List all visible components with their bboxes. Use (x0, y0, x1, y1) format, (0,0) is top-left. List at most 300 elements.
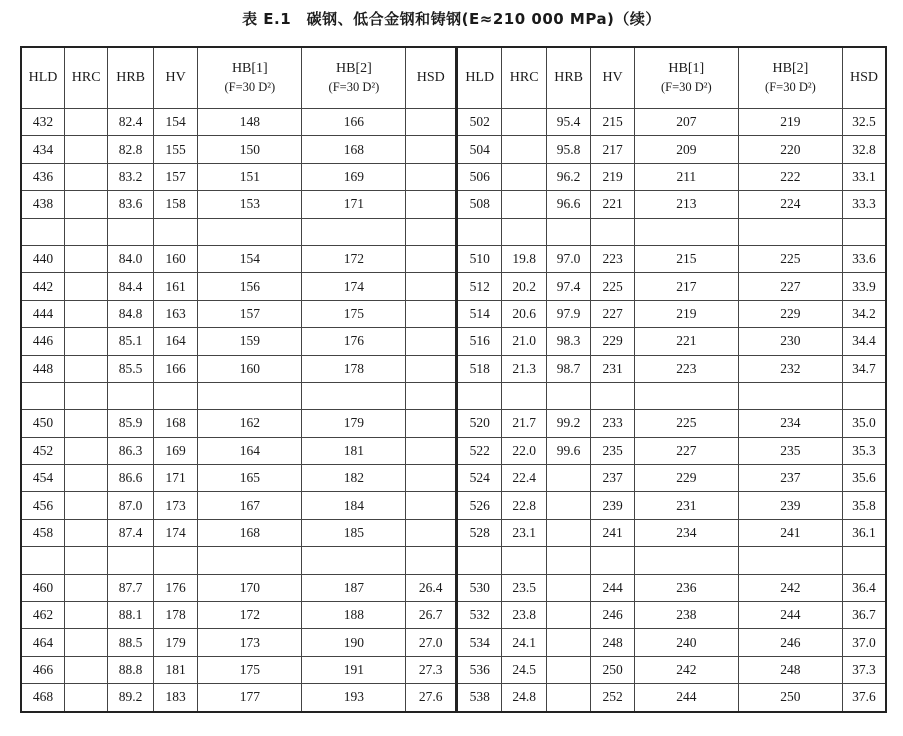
cell-hsd-left (406, 191, 457, 218)
cell-hsd-left: 26.7 (406, 602, 457, 629)
cell-hrc-right: 21.3 (502, 355, 546, 382)
cell-hb2-left: 171 (302, 191, 406, 218)
cell-hsd-right: 36.1 (842, 519, 886, 546)
cell-hsd-left (406, 355, 457, 382)
cell-hb1-left: 165 (198, 465, 302, 492)
cell-hld-right: 512 (456, 273, 501, 300)
cell-hv-left: 183 (153, 684, 197, 712)
cell-hv-left: 163 (153, 300, 197, 327)
cell-hrc-right: 22.0 (502, 437, 546, 464)
cell-hb1-left: 160 (198, 355, 302, 382)
empty-cell (21, 547, 64, 574)
table-row (21, 273, 886, 300)
cell-hrb-left: 84.8 (108, 300, 153, 327)
empty-cell (108, 382, 153, 409)
cell-hb2-left: 185 (302, 519, 406, 546)
empty-cell (64, 547, 107, 574)
cell-hv-right: 221 (591, 191, 634, 218)
table-row (21, 245, 886, 272)
cell-hrb-right: 97.0 (546, 245, 590, 272)
table-row (21, 629, 886, 656)
cell-hv-right: 246 (591, 602, 634, 629)
cell-hv-left: 155 (153, 136, 197, 163)
cell-hld-left: 434 (21, 136, 64, 163)
empty-cell (738, 547, 842, 574)
cell-hld-right: 516 (456, 328, 501, 355)
cell-hv-left: 168 (153, 410, 197, 437)
empty-cell (456, 547, 501, 574)
cell-hrc-right: 24.1 (502, 629, 546, 656)
cell-hb2-left: 179 (302, 410, 406, 437)
header-hb2-left (302, 47, 406, 109)
cell-hb2-left: 166 (302, 109, 406, 136)
cell-hb2-left: 178 (302, 355, 406, 382)
cell-hb1-left: 167 (198, 492, 302, 519)
cell-hrc-left (64, 136, 107, 163)
cell-hb2-right: 235 (738, 437, 842, 464)
cell-hrc-right: 20.2 (502, 273, 546, 300)
table-row (21, 300, 886, 327)
cell-hb2-right: 232 (738, 355, 842, 382)
cell-hrb-right: 95.8 (546, 136, 590, 163)
cell-hv-right: 244 (591, 574, 634, 601)
cell-hb2-right: 248 (738, 656, 842, 683)
cell-hb2-left: 182 (302, 465, 406, 492)
cell-hsd-right: 32.5 (842, 109, 886, 136)
cell-hld-left: 452 (21, 437, 64, 464)
cell-hv-right: 225 (591, 273, 634, 300)
cell-hrb-right (546, 684, 590, 712)
cell-hrb-left: 88.5 (108, 629, 153, 656)
empty-cell (842, 547, 886, 574)
cell-hv-left: 161 (153, 273, 197, 300)
cell-hrb-left: 87.0 (108, 492, 153, 519)
cell-hsd-left (406, 273, 457, 300)
cell-hb1-left: 168 (198, 519, 302, 546)
cell-hld-right: 510 (456, 245, 501, 272)
cell-hld-right: 502 (456, 109, 501, 136)
cell-hv-left: 179 (153, 629, 197, 656)
cell-hb2-right: 219 (738, 109, 842, 136)
cell-hb1-right: 227 (634, 437, 738, 464)
cell-hrc-left (64, 109, 107, 136)
cell-hb1-right: 240 (634, 629, 738, 656)
cell-hrc-right (502, 163, 546, 190)
empty-cell (302, 382, 406, 409)
cell-hb2-right: 234 (738, 410, 842, 437)
empty-cell (21, 382, 64, 409)
cell-hb1-right: 221 (634, 328, 738, 355)
cell-hb2-right: 237 (738, 465, 842, 492)
empty-cell (502, 547, 546, 574)
spacer-row (21, 382, 886, 409)
cell-hb2-left: 181 (302, 437, 406, 464)
cell-hsd-left (406, 300, 457, 327)
cell-hrc-right: 24.5 (502, 656, 546, 683)
cell-hb2-left: 174 (302, 273, 406, 300)
cell-hrb-right (546, 574, 590, 601)
cell-hld-right: 528 (456, 519, 501, 546)
table-row (21, 656, 886, 683)
cell-hb2-right: 239 (738, 492, 842, 519)
cell-hld-left: 456 (21, 492, 64, 519)
header-hb1-label: HB[1] (668, 61, 705, 77)
cell-hb1-right: 207 (634, 109, 738, 136)
cell-hb2-right: 222 (738, 163, 842, 190)
cell-hb2-right: 227 (738, 273, 842, 300)
cell-hrc-right (502, 109, 546, 136)
cell-hb1-left: 157 (198, 300, 302, 327)
cell-hld-left: 462 (21, 602, 64, 629)
cell-hb2-right: 242 (738, 574, 842, 601)
header-hb2-label: HB[2] (772, 61, 809, 77)
cell-hsd-left (406, 163, 457, 190)
cell-hsd-left (406, 410, 457, 437)
cell-hb1-left: 173 (198, 629, 302, 656)
cell-hv-left: 164 (153, 328, 197, 355)
cell-hrc-left (64, 629, 107, 656)
cell-hld-left: 458 (21, 519, 64, 546)
header-hv-left: HV (153, 47, 197, 109)
empty-cell (591, 547, 634, 574)
cell-hrc-left (64, 163, 107, 190)
cell-hsd-right: 35.6 (842, 465, 886, 492)
cell-hld-left: 460 (21, 574, 64, 601)
cell-hb1-left: 150 (198, 136, 302, 163)
cell-hv-right: 217 (591, 136, 634, 163)
cell-hrb-left: 88.1 (108, 602, 153, 629)
cell-hrc-left (64, 656, 107, 683)
cell-hld-right: 534 (456, 629, 501, 656)
cell-hrb-left: 84.4 (108, 273, 153, 300)
cell-hv-left: 169 (153, 437, 197, 464)
cell-hrc-left (64, 684, 107, 712)
cell-hrc-left (64, 191, 107, 218)
cell-hv-left: 176 (153, 574, 197, 601)
cell-hsd-left (406, 465, 457, 492)
cell-hb2-left: 190 (302, 629, 406, 656)
header-hb1-label: HB[1] (231, 61, 268, 77)
cell-hv-left: 158 (153, 191, 197, 218)
cell-hrc-right: 23.5 (502, 574, 546, 601)
cell-hrc-left (64, 273, 107, 300)
cell-hrc-right (502, 191, 546, 218)
cell-hsd-right: 35.3 (842, 437, 886, 464)
cell-hb1-left: 170 (198, 574, 302, 601)
empty-cell (153, 382, 197, 409)
cell-hv-right: 223 (591, 245, 634, 272)
cell-hb1-right: 219 (634, 300, 738, 327)
empty-cell (634, 547, 738, 574)
cell-hrc-left (64, 492, 107, 519)
empty-cell (591, 382, 634, 409)
cell-hrb-left: 86.6 (108, 465, 153, 492)
table-row (21, 574, 886, 601)
cell-hb1-left: 162 (198, 410, 302, 437)
cell-hb1-right: 217 (634, 273, 738, 300)
cell-hb2-right: 241 (738, 519, 842, 546)
spacer-row (21, 547, 886, 574)
empty-cell (738, 382, 842, 409)
cell-hrb-left: 89.2 (108, 684, 153, 712)
empty-cell (502, 218, 546, 245)
header-hb1-sub: (F=30 D²) (660, 80, 712, 94)
cell-hrb-right: 98.3 (546, 328, 590, 355)
table-row (21, 684, 886, 712)
empty-cell (456, 382, 501, 409)
table-row (21, 328, 886, 355)
cell-hb2-right: 229 (738, 300, 842, 327)
empty-cell (21, 218, 64, 245)
cell-hb1-left: 148 (198, 109, 302, 136)
cell-hld-left: 464 (21, 629, 64, 656)
cell-hld-left: 446 (21, 328, 64, 355)
cell-hv-right: 229 (591, 328, 634, 355)
cell-hsd-right: 33.9 (842, 273, 886, 300)
cell-hsd-left (406, 136, 457, 163)
cell-hld-right: 518 (456, 355, 501, 382)
cell-hb2-left: 176 (302, 328, 406, 355)
cell-hb1-right: 225 (634, 410, 738, 437)
header-hb1-right (634, 47, 738, 109)
empty-cell (738, 218, 842, 245)
cell-hrc-right: 23.8 (502, 602, 546, 629)
header-hsd-right: HSD (842, 47, 886, 109)
cell-hb1-left: 177 (198, 684, 302, 712)
cell-hsd-left (406, 328, 457, 355)
cell-hld-left: 432 (21, 109, 64, 136)
cell-hsd-right: 37.0 (842, 629, 886, 656)
table-title: 表 E.1 碳钢、低合金钢和铸钢(E≈210 000 MPa)（续） (242, 10, 661, 28)
cell-hrc-left (64, 519, 107, 546)
cell-hb1-left: 175 (198, 656, 302, 683)
cell-hrb-left: 85.5 (108, 355, 153, 382)
cell-hrb-left: 85.9 (108, 410, 153, 437)
cell-hld-left: 440 (21, 245, 64, 272)
empty-cell (502, 382, 546, 409)
cell-hld-left: 438 (21, 191, 64, 218)
cell-hsd-right: 32.8 (842, 136, 886, 163)
empty-cell (546, 218, 590, 245)
header-hsd-left: HSD (406, 47, 457, 109)
header-hb2-right (738, 47, 842, 109)
empty-cell (64, 382, 107, 409)
cell-hld-right: 538 (456, 684, 501, 712)
cell-hv-right: 250 (591, 656, 634, 683)
table-row (21, 465, 886, 492)
cell-hrb-right (546, 629, 590, 656)
cell-hrb-right: 96.2 (546, 163, 590, 190)
header-hb1-left (198, 47, 302, 109)
spacer-row (21, 218, 886, 245)
cell-hrb-right (546, 465, 590, 492)
cell-hld-right: 522 (456, 437, 501, 464)
cell-hrb-left: 87.4 (108, 519, 153, 546)
cell-hld-right: 532 (456, 602, 501, 629)
cell-hld-left: 450 (21, 410, 64, 437)
table-row (21, 355, 886, 382)
cell-hsd-right: 33.3 (842, 191, 886, 218)
table-header (21, 47, 886, 109)
cell-hld-left: 444 (21, 300, 64, 327)
empty-cell (302, 218, 406, 245)
table-row (21, 410, 886, 437)
cell-hrc-right: 23.1 (502, 519, 546, 546)
cell-hrb-left: 86.3 (108, 437, 153, 464)
empty-cell (634, 382, 738, 409)
cell-hv-left: 181 (153, 656, 197, 683)
table-row (21, 163, 886, 190)
table-body (21, 109, 886, 712)
cell-hb2-right: 224 (738, 191, 842, 218)
cell-hv-left: 154 (153, 109, 197, 136)
cell-hsd-right: 36.7 (842, 602, 886, 629)
cell-hld-left: 448 (21, 355, 64, 382)
cell-hrb-left: 83.6 (108, 191, 153, 218)
cell-hb2-left: 191 (302, 656, 406, 683)
cell-hrb-right (546, 492, 590, 519)
cell-hb1-right: 244 (634, 684, 738, 712)
cell-hld-right: 524 (456, 465, 501, 492)
cell-hrc-right: 24.8 (502, 684, 546, 712)
cell-hrb-right (546, 519, 590, 546)
cell-hsd-left (406, 109, 457, 136)
cell-hrb-left: 82.8 (108, 136, 153, 163)
cell-hrc-left (64, 574, 107, 601)
header-hb2-sub: (F=30 D²) (765, 80, 816, 94)
cell-hb1-left: 154 (198, 245, 302, 272)
cell-hb1-right: 211 (634, 163, 738, 190)
cell-hld-left: 466 (21, 656, 64, 683)
cell-hb2-left: 169 (302, 163, 406, 190)
cell-hsd-left (406, 492, 457, 519)
cell-hrb-left: 83.2 (108, 163, 153, 190)
cell-hb2-left: 168 (302, 136, 406, 163)
cell-hrb-right: 99.6 (546, 437, 590, 464)
cell-hld-left: 468 (21, 684, 64, 712)
empty-cell (64, 218, 107, 245)
cell-hb1-right: 242 (634, 656, 738, 683)
cell-hrb-left: 87.7 (108, 574, 153, 601)
header-hb2-label: HB[2] (336, 61, 372, 77)
cell-hb1-right: 223 (634, 355, 738, 382)
cell-hv-left: 160 (153, 245, 197, 272)
cell-hsd-left (406, 437, 457, 464)
table-row (21, 602, 886, 629)
cell-hsd-left (406, 245, 457, 272)
cell-hb1-left: 153 (198, 191, 302, 218)
cell-hsd-right: 35.0 (842, 410, 886, 437)
cell-hb1-right: 238 (634, 602, 738, 629)
cell-hrc-left (64, 465, 107, 492)
cell-hsd-right: 33.1 (842, 163, 886, 190)
empty-cell (198, 218, 302, 245)
cell-hrb-right: 97.9 (546, 300, 590, 327)
cell-hb2-left: 172 (302, 245, 406, 272)
cell-hld-right: 526 (456, 492, 501, 519)
header-row (21, 47, 886, 109)
empty-cell (153, 547, 197, 574)
cell-hld-right: 504 (456, 136, 501, 163)
header-hrc-left: HRC (64, 47, 107, 109)
cell-hsd-right: 36.4 (842, 574, 886, 601)
cell-hv-left: 174 (153, 519, 197, 546)
cell-hb2-left: 193 (302, 684, 406, 712)
cell-hv-right: 231 (591, 355, 634, 382)
cell-hrb-right: 98.7 (546, 355, 590, 382)
cell-hb1-right: 209 (634, 136, 738, 163)
cell-hrb-left: 88.8 (108, 656, 153, 683)
cell-hb1-right: 213 (634, 191, 738, 218)
cell-hld-right: 506 (456, 163, 501, 190)
cell-hb1-right: 229 (634, 465, 738, 492)
header-hld-right: HLD (456, 47, 501, 109)
cell-hb1-left: 156 (198, 273, 302, 300)
cell-hb2-right: 225 (738, 245, 842, 272)
cell-hrc-right (502, 136, 546, 163)
cell-hv-right: 241 (591, 519, 634, 546)
cell-hb1-left: 151 (198, 163, 302, 190)
cell-hsd-left (406, 519, 457, 546)
header-hrb-right: HRB (546, 47, 590, 109)
cell-hsd-right: 34.2 (842, 300, 886, 327)
cell-hld-right: 514 (456, 300, 501, 327)
cell-hrc-left (64, 602, 107, 629)
cell-hv-right: 215 (591, 109, 634, 136)
empty-cell (108, 547, 153, 574)
empty-cell (456, 218, 501, 245)
cell-hsd-right: 33.6 (842, 245, 886, 272)
cell-hb1-left: 172 (198, 602, 302, 629)
cell-hb1-left: 164 (198, 437, 302, 464)
cell-hrc-right: 22.8 (502, 492, 546, 519)
cell-hb2-right: 244 (738, 602, 842, 629)
cell-hrc-left (64, 410, 107, 437)
header-hb2-sub: (F=30 D²) (328, 80, 380, 94)
cell-hrc-right: 21.0 (502, 328, 546, 355)
cell-hld-left: 436 (21, 163, 64, 190)
empty-cell (302, 547, 406, 574)
cell-hv-left: 166 (153, 355, 197, 382)
cell-hb2-right: 246 (738, 629, 842, 656)
cell-hv-right: 219 (591, 163, 634, 190)
cell-hld-right: 536 (456, 656, 501, 683)
cell-hb2-left: 184 (302, 492, 406, 519)
header-hv-right: HV (591, 47, 634, 109)
cell-hrc-left (64, 437, 107, 464)
table-row (21, 191, 886, 218)
header-hrc-right: HRC (502, 47, 546, 109)
cell-hrb-right: 97.4 (546, 273, 590, 300)
cell-hrc-right: 20.6 (502, 300, 546, 327)
cell-hrc-right: 19.8 (502, 245, 546, 272)
table-row (21, 492, 886, 519)
cell-hrc-left (64, 300, 107, 327)
cell-hld-right: 508 (456, 191, 501, 218)
empty-cell (108, 218, 153, 245)
cell-hsd-right: 37.6 (842, 684, 886, 712)
cell-hrb-right: 96.6 (546, 191, 590, 218)
empty-cell (153, 218, 197, 245)
cell-hld-right: 530 (456, 574, 501, 601)
empty-cell (406, 218, 457, 245)
cell-hb1-right: 215 (634, 245, 738, 272)
cell-hb1-left: 159 (198, 328, 302, 355)
cell-hrb-left: 82.4 (108, 109, 153, 136)
table-row (21, 437, 886, 464)
cell-hsd-left: 27.6 (406, 684, 457, 712)
cell-hsd-right: 37.3 (842, 656, 886, 683)
